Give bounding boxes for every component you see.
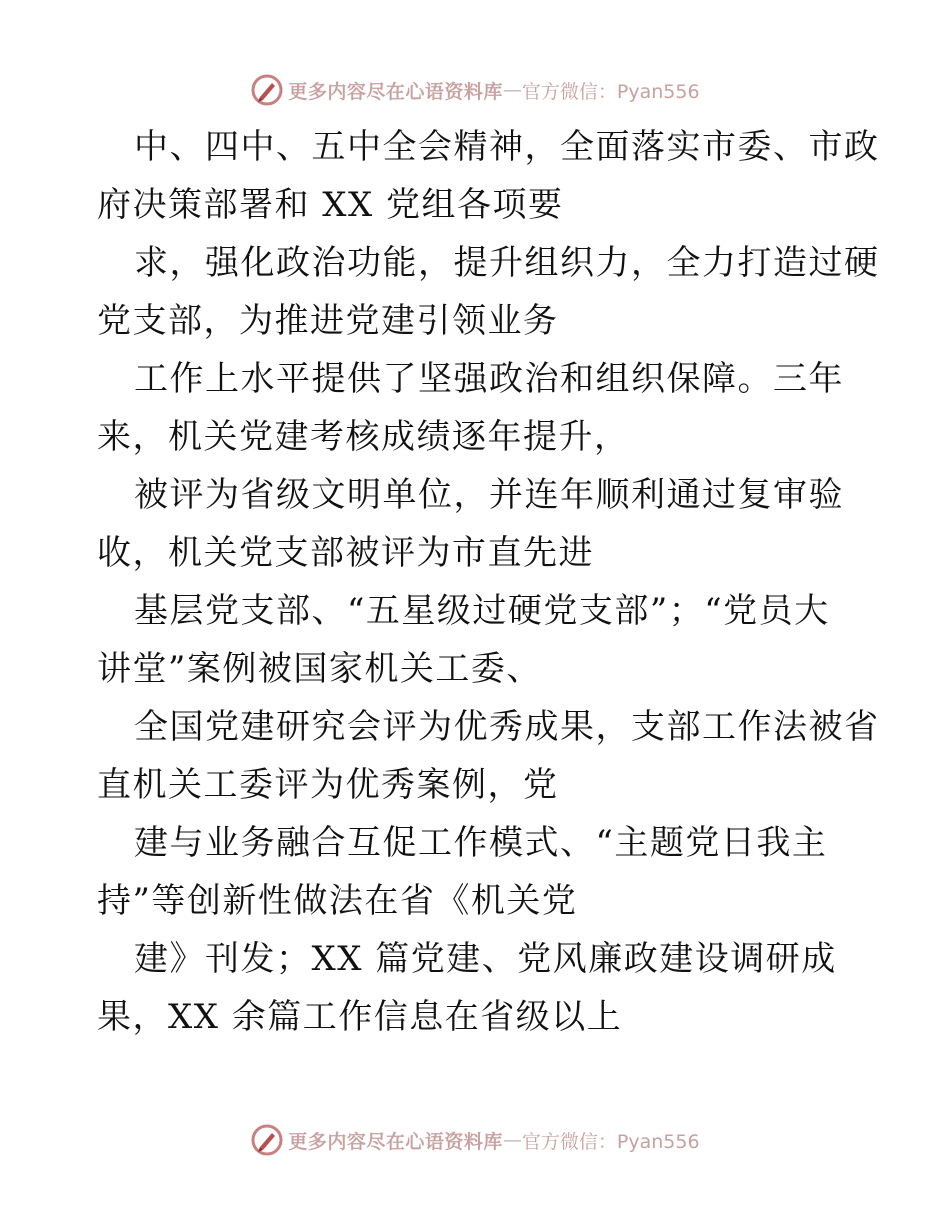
header-watermark [0, 70, 950, 110]
text-line: 党支部，为推进党建引领业务 [97, 301, 559, 341]
text-line: 建与业务融合互促工作模式、“主题党日我主 [134, 823, 828, 863]
text-line: 府决策部署和 XX 党组各项要 [97, 185, 564, 225]
pen-circle-logo-icon [250, 1123, 284, 1157]
watermark-site-text: 更多内容尽在心语资料库 [288, 80, 503, 103]
text-line: 全国党建研究会评为优秀成果，支部工作法被省 [134, 707, 880, 747]
text-line: 中、四中、五中全会精神，全面落实市委、市政 [134, 127, 880, 167]
footer-watermark [0, 1120, 950, 1160]
watermark-separator: — [502, 1129, 522, 1151]
pen-circle-logo-icon [250, 73, 284, 107]
text-line: 讲堂”案例被国家机关工委、 [97, 649, 542, 689]
watermark-wechat-text: 官方微信：Pyan556 [521, 80, 700, 103]
text-line: 基层党支部、“五星级过硬党支部”；“党员大 [134, 591, 830, 631]
text-line: 收，机关党支部被评为市直先进 [97, 533, 594, 573]
watermark-separator: — [502, 79, 522, 101]
text-line: 直机关工委评为优秀案例，党 [97, 765, 559, 805]
watermark-site-text: 更多内容尽在心语资料库 [288, 1130, 503, 1153]
text-line: 被评为省级文明单位，并连年顺利通过复审验 [134, 475, 844, 515]
text-line: 果，XX 余篇工作信息在省级以上 [97, 997, 623, 1037]
text-line: 建》刊发；XX 篇党建、党风廉政建设调研成 [134, 939, 837, 979]
text-line: 持”等创新性做法在省《机关党 [97, 881, 578, 921]
watermark-wechat-text: 官方微信：Pyan556 [521, 1130, 700, 1153]
text-line: 求，强化政治功能，提升组织力，全力打造过硬 [134, 243, 880, 283]
text-line: 工作上水平提供了坚强政治和组织保障。三年 [134, 359, 844, 399]
text-line: 来，机关党建考核成绩逐年提升， [97, 417, 630, 457]
